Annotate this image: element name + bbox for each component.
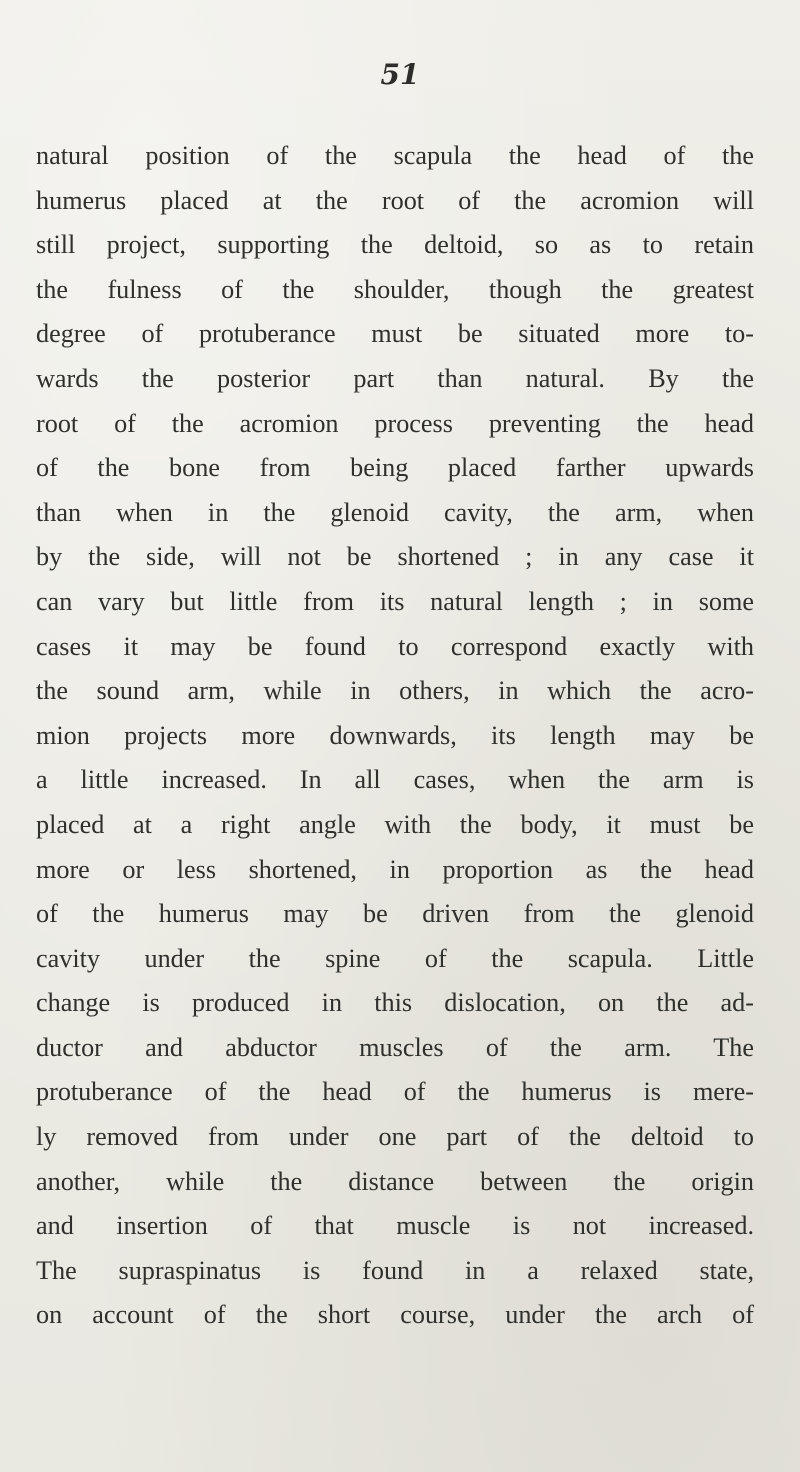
text-line: cavity under the spine of the scapula. Little bbox=[36, 943, 754, 973]
text-line: root of the acromion process preventing the head bbox=[36, 408, 754, 438]
text-line: another, while the distance between the origin bbox=[36, 1166, 754, 1196]
body-text bbox=[36, 134, 754, 1338]
text-line: the fulness of the shoulder, though the greatest bbox=[36, 274, 754, 304]
text-line: The supraspinatus is found in a relaxed state, bbox=[36, 1255, 754, 1285]
text-line: degree of protuberance must be situated more to- bbox=[36, 319, 754, 349]
text-line: than when in the glenoid cavity, the arm, when bbox=[36, 497, 754, 527]
text-line: ly removed from under one part of the deltoid to bbox=[36, 1122, 754, 1152]
text-line: still project, supporting the deltoid, so as to retain bbox=[36, 230, 754, 260]
page-number: 51 bbox=[380, 58, 420, 91]
text-line: cases it may be found to correspond exactly with bbox=[36, 631, 754, 661]
text-line: of the bone from being placed farther upwards bbox=[36, 453, 754, 483]
text-line: humerus placed at the root of the acromion will bbox=[36, 185, 754, 215]
text-line: ductor and abductor muscles of the arm. The bbox=[36, 1032, 754, 1062]
text-line: on account of the short course, under the arch of bbox=[36, 1300, 754, 1330]
text-line: natural position of the scapula the head of the bbox=[36, 141, 754, 170]
text-line: a little increased. In all cases, when the arm is bbox=[36, 765, 754, 795]
text-line: protuberance of the head of the humerus is mere- bbox=[36, 1077, 754, 1107]
text-line: and insertion of that muscle is not increased. bbox=[36, 1211, 754, 1241]
text-line: change is produced in this dislocation, on the ad- bbox=[36, 988, 754, 1018]
text-line: of the humerus may be driven from the glenoid bbox=[36, 899, 754, 929]
text-line: can vary but little from its natural length ; in some bbox=[36, 586, 754, 616]
text-line: wards the posterior part than natural. By the bbox=[36, 363, 754, 393]
text-line: by the side, will not be shortened ; in any case it bbox=[36, 542, 754, 572]
text-line: mion projects more downwards, its length may be bbox=[36, 720, 754, 750]
text-line: placed at a right angle with the body, it must be bbox=[36, 809, 754, 839]
text-line: the sound arm, while in others, in which the acro- bbox=[36, 676, 754, 706]
text-line: more or less shortened, in proportion as the head bbox=[36, 854, 754, 884]
